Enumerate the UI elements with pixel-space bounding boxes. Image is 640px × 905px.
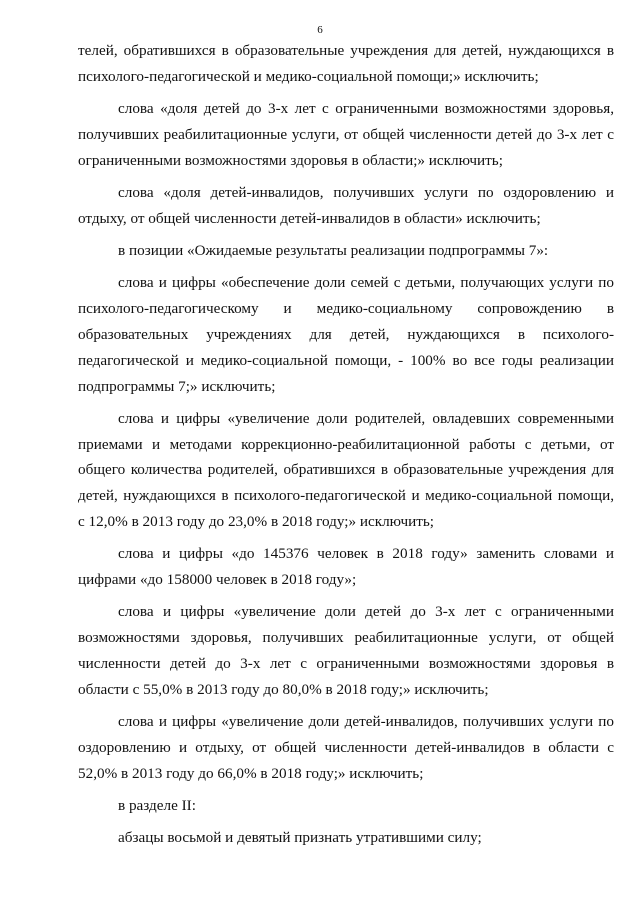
paragraph-5: слова и цифры «обеспечение доли семей с детьми, получающих услуги по психолого-педагогическому и медико-социальному сопровождению в образовательных учреждениях для детей, нуждающихся в психолого-педагогической и медико-социальной помощи, - 100% во все годы реализации подпрограммы 7;» исключить; — [78, 274, 614, 395]
paragraph-1: телей, обратившихся в образовательные учреждения для детей, нуждающихся в психолого-педагогической и медико-социальной помощи;» исключить; — [78, 42, 614, 85]
paragraph-7: слова и цифры «до 145376 человек в 2018 году» заменить словами и цифрами «до 158000 человек в 2018 году»; — [78, 545, 614, 589]
paragraph-9: слова и цифры «увеличение доли детей-инвалидов, получивших услуги по оздоровлению и отдыху, от общей численности детей-инвалидов в области с 52,0% в 2013 году до 66,0% в 2018 году;» исключить; — [78, 713, 614, 782]
paragraph-8: слова и цифры «увеличение доли детей до 3-х лет с ограниченными возможностями здоровья, получивших реабилитационные услуги, от общей численности детей до 3-х лет с ограниченными возможностями здоровья в области с 55,0% в 2013 году до 80,0% в 2018 году;» исключить; — [78, 603, 614, 698]
document-body — [78, 38, 614, 858]
paragraph-10: в разделе II: — [118, 797, 196, 815]
paragraph-2: слова «доля детей до 3-х лет с ограниченными возможностями здоровья, получивших реабилитационные услуги, от общей численности детей до 3-х лет с ограниченными возможностями здоровья в области;» исключить; — [78, 100, 614, 169]
paragraph-3: слова «доля детей-инвалидов, получивших услуги по оздоровлению и отдыху, от общей численности детей-инвалидов в области» исключить; — [78, 183, 614, 227]
paragraph-11: абзацы восьмой и девятый признать утратившими силу; — [118, 829, 482, 847]
paragraph-6: слова и цифры «увеличение доли родителей, овладевших современными приемами и методами коррекционно-реабилитационной работы с детьми, от общего количества родителей, обратившихся в образовательные учреждения для детей, нуждающихся в психолого-педагогической и медико-социальной помощи, с 12,0% в 2013 году до 23,0% в 2018 году;» исключить; — [78, 409, 614, 531]
paragraph-4: в позиции «Ожидаемые результаты реализации подпрограммы 7»: — [118, 242, 549, 260]
page-number: 6 — [317, 24, 323, 36]
